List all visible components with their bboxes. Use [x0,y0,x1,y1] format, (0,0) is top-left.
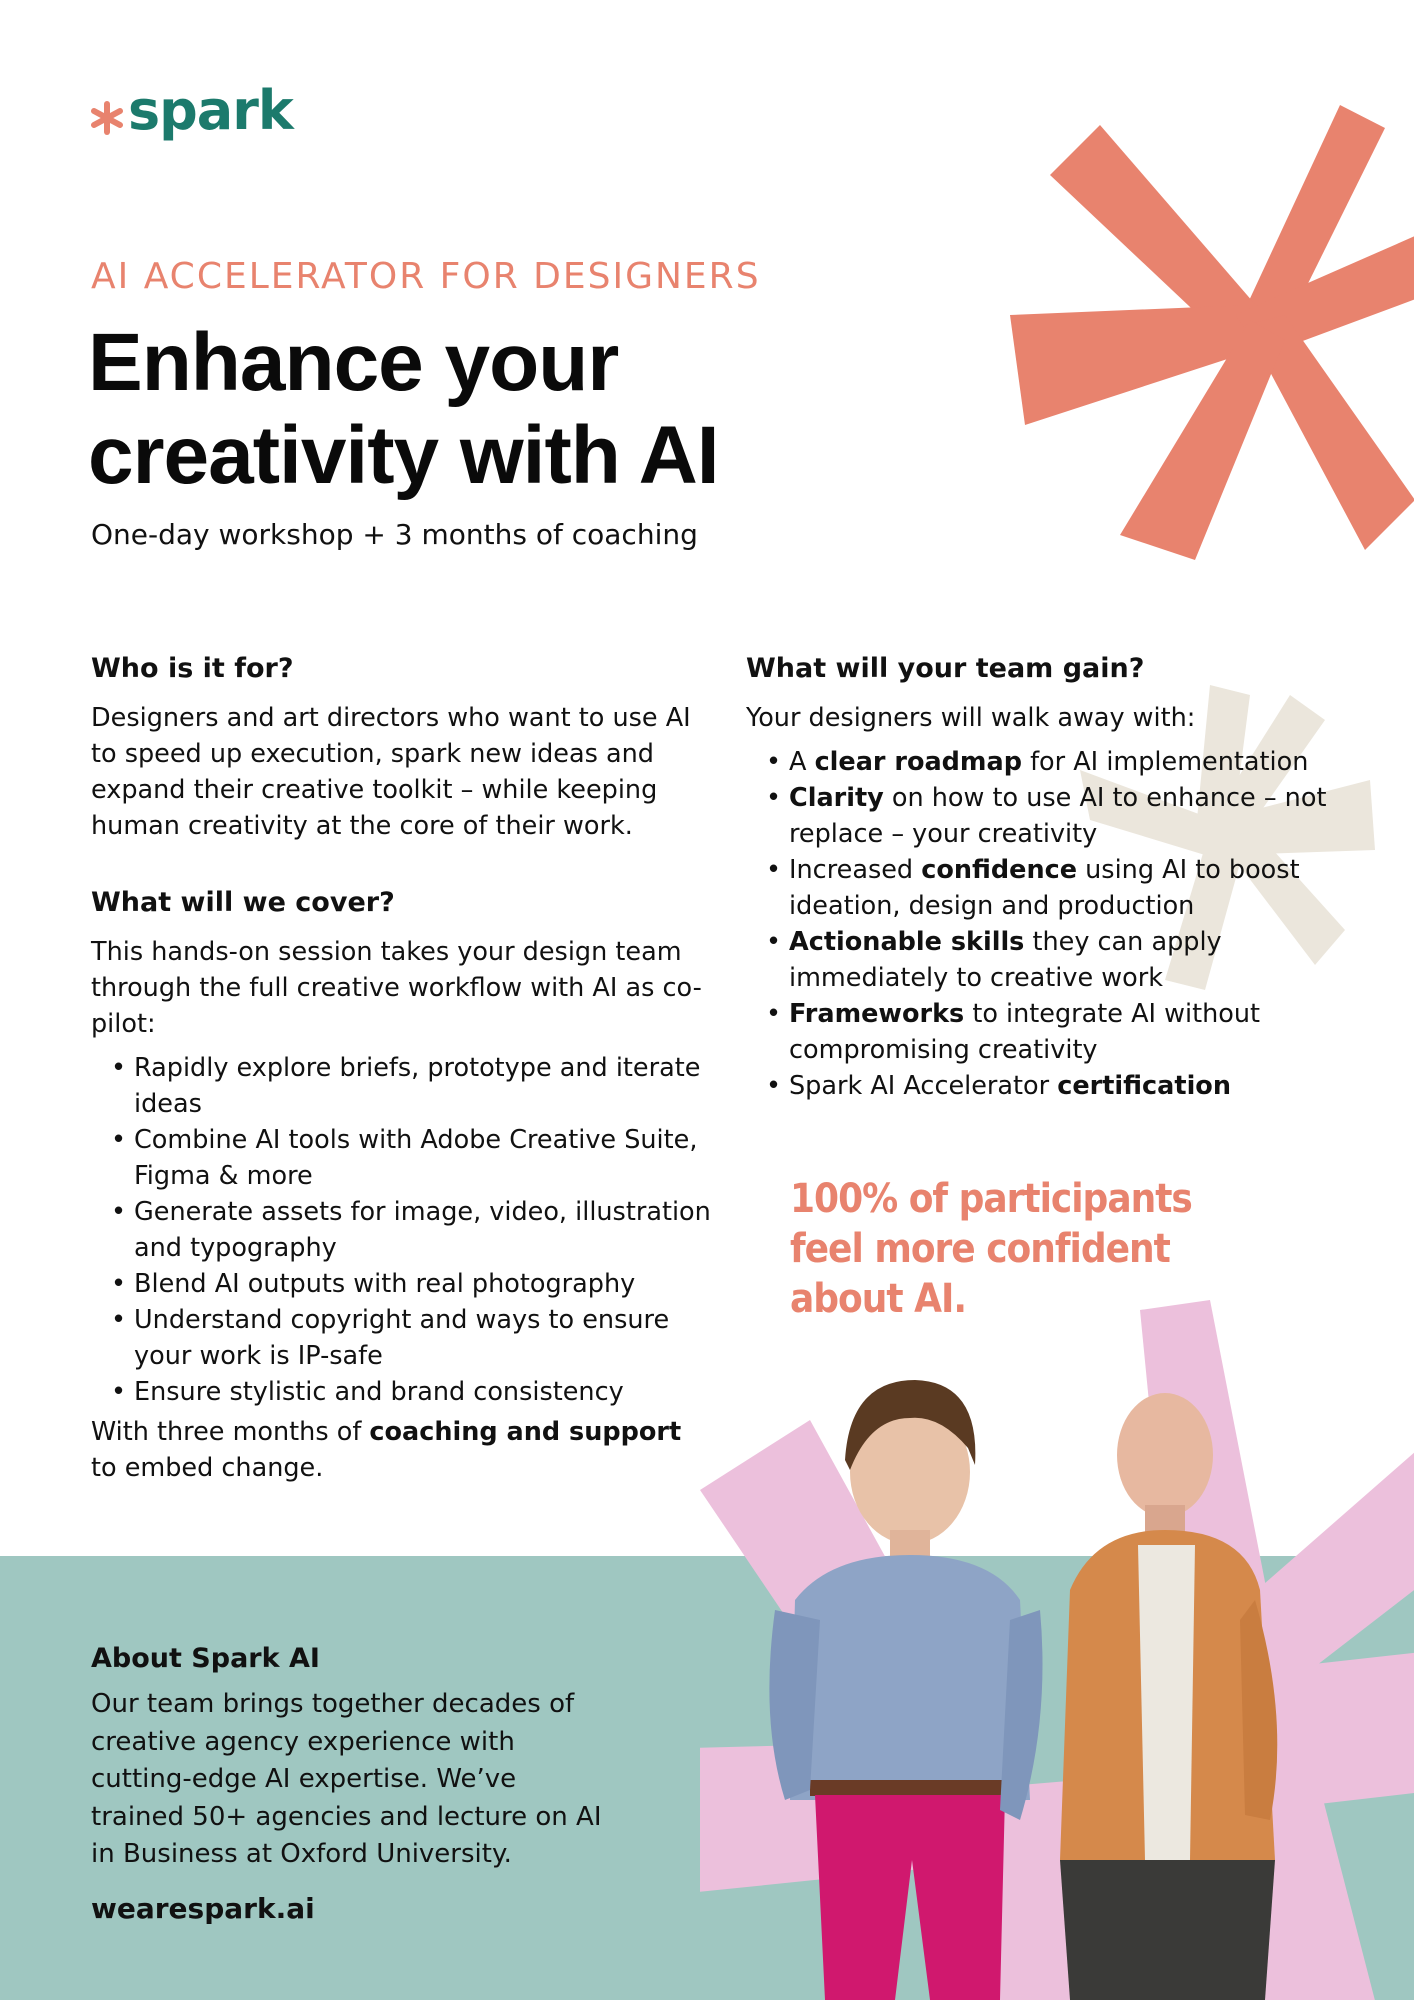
item-post: to integrate AI without compromising creativity [789,999,1260,1065]
coral-asterisk-decoration-icon [1010,100,1414,570]
spark-logo[interactable] [90,79,293,142]
headline-line-2: creativity with AI [88,410,719,501]
item-post: they can apply immediately to creative work [789,927,1222,993]
cover-list [111,1050,711,1410]
item-post: using AI to boost ideation, design and production [789,855,1300,921]
list-item [766,780,1346,852]
right-column [746,650,1346,1104]
stat-line-3: about AI. [790,1276,967,1322]
gain-heading: What will your team gain? [746,653,1145,684]
list-item [766,996,1346,1068]
headline-line-1: Enhance your [88,317,619,408]
page-headline [88,316,719,502]
stat-line-1: 100% of participants [790,1176,1192,1222]
man-figure-icon [1060,1393,1277,2000]
item-pre: Increased [789,855,922,885]
item-pre: Spark AI Accelerator [789,1071,1058,1101]
list-item: • Combine AI tools with Adobe Creative Suite, Figma & more [111,1122,711,1194]
page-subline: One-day workshop + 3 months of coaching [91,518,698,551]
list-item: • Generate assets for image, video, illustration and typography [111,1194,711,1266]
cover-heading: What will we cover? [91,887,395,918]
about-heading: About Spark AI [91,1643,320,1674]
cover-outro [91,1414,711,1486]
list-item [766,924,1346,996]
list-item: • Blend AI outputs with real photography [111,1266,711,1302]
list-item: • Understand copyright and ways to ensure your work is IP-safe [111,1302,711,1374]
about-section [91,1640,611,1925]
about-body: Our team brings together decades of creative agency experience with cutting-edge AI expertise. We’ve trained 50+ agencies and lecture on AI in Business at Oxford University. [91,1689,602,1869]
cover-intro: This hands-on session takes your design team through the full creative workflow with AI as co-pilot: [91,937,702,1039]
gain-intro: Your designers will walk away with: [746,703,1196,733]
item-bold: Clarity [789,783,884,813]
list-item [766,1068,1346,1104]
item-bold: Actionable skills [789,927,1025,957]
list-item [766,852,1346,924]
list-item: • Rapidly explore briefs, prototype and iterate ideas [111,1050,711,1122]
who-body: Designers and art directors who want to use AI to speed up execution, spark new ideas and expand their creative toolkit – while keeping human creativity at the core of their work. [91,703,691,841]
stat-line-2: feel more confident [790,1226,1170,1272]
left-column [91,650,711,1510]
list-item [766,744,1346,780]
list-item: • Ensure stylistic and brand consistency [111,1374,711,1410]
cover-outro-pre: With three months of [91,1417,370,1447]
logo-wordmark: spark [128,79,293,142]
item-pre: A [789,747,815,777]
woman-figure-icon [769,1380,1042,2000]
who-heading: Who is it for? [91,653,294,684]
item-bold: certification [1057,1071,1231,1101]
item-bold: clear roadmap [814,747,1022,777]
item-post: on how to use AI to enhance – not replace – your creativity [789,783,1327,849]
cover-outro-post: to embed change. [91,1453,324,1483]
website-link[interactable]: wearespark.ai [91,1891,315,1925]
cover-outro-bold: coaching and support [369,1417,682,1447]
gain-list [766,744,1346,1104]
program-kicker: AI ACCELERATOR FOR DESIGNERS [91,256,761,297]
item-post: for AI implementation [1021,747,1309,777]
item-bold: Frameworks [789,999,965,1029]
team-photo-illustration [700,1300,1414,2000]
item-bold: confidence [921,855,1078,885]
asterisk-icon [90,101,124,135]
